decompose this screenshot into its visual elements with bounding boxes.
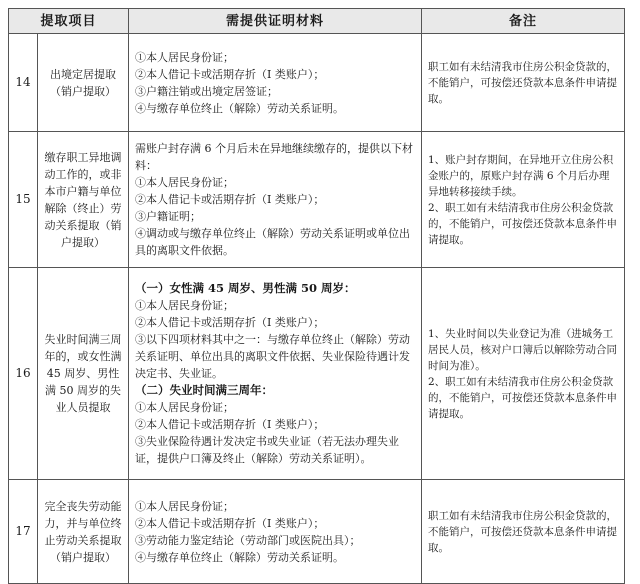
materials-line: ④调动或与缴存单位终止（解除）劳动关系证明或单位出具的离职文件依据。 <box>135 227 410 257</box>
table-row <box>9 34 625 132</box>
materials-line: ④与缴存单位终止（解除）劳动关系证明。 <box>135 101 344 115</box>
table-row <box>9 132 625 268</box>
item-name: 完全丧失劳动能力，并与单位终止劳动关系提取（销户提取） <box>38 480 129 584</box>
materials-line: ③户籍证明； <box>135 210 201 223</box>
materials-line: ④与缴存单位终止（解除）劳动关系证明。 <box>135 550 344 564</box>
header-materials: 需提供证明材料 <box>129 9 422 34</box>
remarks-line: 1、账户封存期间，在异地开立住房公积金账户的，原账户封存满 6 个月后办理异地转移接续手续。 <box>428 153 614 198</box>
materials-subheading: （二）失业时间满三周年： <box>135 383 273 397</box>
remarks-cell <box>422 268 625 480</box>
table-row <box>9 268 625 480</box>
remarks-line: 职工如有未结清我市住房公积金贷款的，不能销户，可按偿还贷款本息条件申请提取。 <box>428 60 617 105</box>
materials-line: ②本人借记卡或活期存折（I 类账户）； <box>135 418 325 431</box>
remarks-cell <box>422 480 625 584</box>
remarks-line: 1、失业时间以失业登记为准（进城务工居民人员，核对户口簿后以解除劳动合同时间为准）。 <box>428 327 617 372</box>
materials-line: ②本人借记卡或活期存折（I 类账户）； <box>135 193 325 206</box>
materials-line: ①本人居民身份证； <box>135 299 234 312</box>
remarks-line: 2、职工如有未结清我市住房公积金贷款的，不能销户，可按偿还贷款本息条件申请提取。 <box>428 375 617 420</box>
item-name: 失业时间满三周年的，或女性满 45 周岁、男性满 50 周岁的失业人员提取 <box>38 268 129 480</box>
materials-line: ①本人居民身份证； <box>135 401 234 414</box>
materials-line: 需账户封存满 6 个月后未在异地继续缴存的，提供以下材料： <box>135 142 413 172</box>
materials-line: ①本人居民身份证； <box>135 50 234 64</box>
row-number: 17 <box>9 480 38 584</box>
table-row <box>9 480 625 584</box>
item-name: 缴存职工异地调动工作的，或非本市户籍与单位解除（终止）劳动关系提取（销户提取） <box>38 132 129 268</box>
materials-subheading: （一）女性满 45 周岁、男性满 50 周岁： <box>135 281 356 295</box>
withdrawal-table <box>8 8 625 584</box>
header-item: 提取项目 <box>9 9 129 34</box>
row-number: 14 <box>9 34 38 132</box>
materials-line: ③劳动能力鉴定结论（劳动部门或医院出具）； <box>135 533 361 547</box>
materials-cell <box>129 268 422 480</box>
materials-line: ③以下四项材料其中之一：与缴存单位终止（解除）劳动关系证明、单位出具的离职文件依据、失业保险待遇计发决定书、失业证。 <box>135 333 410 380</box>
row-number: 15 <box>9 132 38 268</box>
materials-line: ②本人借记卡或活期存折（I 类账户）； <box>135 516 325 530</box>
materials-line: ①本人居民身份证； <box>135 176 234 189</box>
materials-cell <box>129 480 422 584</box>
materials-line: ③失业保险待遇计发决定书或失业证（若无法办理失业证，提供户口簿及终止（解除）劳动关系证明）。 <box>135 435 399 465</box>
item-name: 出境定居提取（销户提取） <box>38 34 129 132</box>
header-remarks: 备注 <box>422 9 625 34</box>
remarks-cell <box>422 132 625 268</box>
materials-line: ②本人借记卡或活期存折（I 类账户）； <box>135 316 325 329</box>
header-row <box>9 9 625 34</box>
materials-cell <box>129 34 422 132</box>
remarks-line: 职工如有未结清我市住房公积金贷款的，不能销户，可按偿还贷款本息条件申请提取。 <box>428 509 617 554</box>
remarks-line: 2、职工如有未结清我市住房公积金贷款的，不能销户，可按偿还贷款本息条件申请提取。 <box>428 201 617 246</box>
materials-line: ②本人借记卡或活期存折（I 类账户）； <box>135 67 325 81</box>
materials-line: ①本人居民身份证； <box>135 499 234 513</box>
remarks-cell <box>422 34 625 132</box>
row-number: 16 <box>9 268 38 480</box>
materials-line: ③户籍注销或出境定居签证； <box>135 84 278 98</box>
materials-cell <box>129 132 422 268</box>
